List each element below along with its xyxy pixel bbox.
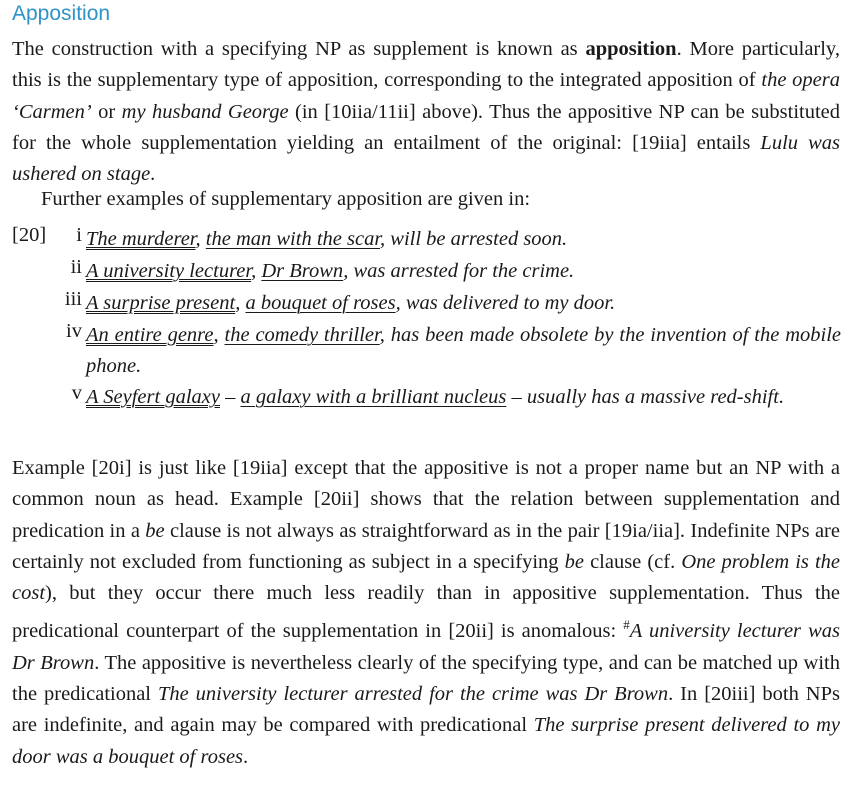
italic-example: The university lecturer arrested for the crime was Dr Brown [157, 682, 669, 705]
example-rest: , will be arrested soon. [380, 228, 568, 250]
separator: , [251, 260, 262, 282]
paragraph-lead-in: Further examples of supplementary apposition are given in: [41, 188, 531, 210]
text: (in [10iia/11ii] above). Thus the appositive NP can be substituted for the whole supplementation yielding an entailment of the original: [19iia] entails [12, 100, 841, 154]
example-item [86, 320, 841, 382]
italic-example: be [564, 550, 584, 573]
example-number: [20] [12, 224, 47, 246]
italic-example: The surprise present delivered to my door was a bouquet of roses [12, 714, 840, 768]
text: . In [20iii] both NPs are indefinite, and again may be compared with predicational [12, 682, 840, 737]
appositive-np: the man with the scar [205, 228, 381, 250]
italic-example: the opera ‘Carmen’ [12, 69, 840, 123]
example-item [86, 288, 841, 319]
example-item [86, 256, 841, 287]
paragraph-discussion [12, 453, 840, 773]
separator: – [219, 386, 241, 408]
text: Example [20i] is just like [19iia] except that the appositive is not a proper name but an NP with a common noun as head. Example [20ii] shows that the relation between supplementation and predication in a [12, 457, 840, 542]
italic-example: be [145, 519, 165, 542]
separator: , [235, 292, 246, 314]
text: . The appositive is nevertheless clearly of the specifying type, and can be matched up with the predicational [12, 651, 841, 705]
anomaly-mark: # [623, 617, 630, 633]
anchor-np: The murderer [86, 228, 196, 250]
appositive-np: a galaxy with a brilliant nucleus [240, 386, 507, 408]
italic-example: my husband George [121, 100, 289, 123]
anchor-np: An entire genre [86, 324, 214, 346]
example-rest: – usually has a massive red-shift. [506, 386, 785, 408]
appositive-np: a bouquet of roses [245, 292, 396, 314]
appositive-np: the comedy thriller [224, 324, 380, 346]
italic-example: A university lecturer was Dr Brown [12, 620, 840, 674]
example-rest: , was delivered to my door. [395, 292, 616, 314]
separator: , [195, 228, 206, 250]
anchor-np: A Seyfert galaxy [86, 386, 220, 408]
text: clause is not always as straightforward as in the pair [19ia/iia]. Indefinite NPs are certainly not excluded from functioning as subject in a specifying [12, 519, 840, 573]
text: ), but they occur there much less readily than in appositive supplementation. Thus the predicational counterpart of the supplementation in [20ii] is anomalous: [12, 582, 840, 643]
example-roman: iv [66, 320, 82, 342]
text: . [150, 163, 156, 186]
example-roman: iii [64, 288, 82, 310]
example-rest: , has been made obsolete by the invention of the mobile phone. [86, 324, 841, 377]
italic-example: Lulu was ushered on stage [12, 131, 841, 186]
italic-example: One problem is the cost [12, 550, 840, 605]
anchor-np: A university lecturer [86, 260, 252, 282]
section-heading: Apposition [12, 2, 111, 25]
example-roman: v [71, 382, 82, 404]
appositive-np: Dr Brown [261, 260, 344, 282]
example-item [86, 224, 841, 255]
example-roman: ii [70, 256, 82, 278]
text: The construction with a specifying NP as supplement is known as [12, 38, 586, 60]
text: . More particularly, this is the supplementary type of apposition, corresponding to the integrated apposition of [12, 38, 840, 92]
paragraph-intro [12, 34, 840, 190]
text: clause (cf. [583, 550, 682, 573]
example-roman: i [76, 224, 82, 246]
text: . [243, 745, 249, 768]
example-rest: , was arrested for the crime. [343, 260, 575, 282]
text: or [91, 100, 122, 123]
term-bold: apposition [585, 38, 677, 60]
separator: , [213, 324, 225, 346]
example-item [86, 382, 841, 413]
anchor-np: A surprise present [86, 292, 236, 314]
